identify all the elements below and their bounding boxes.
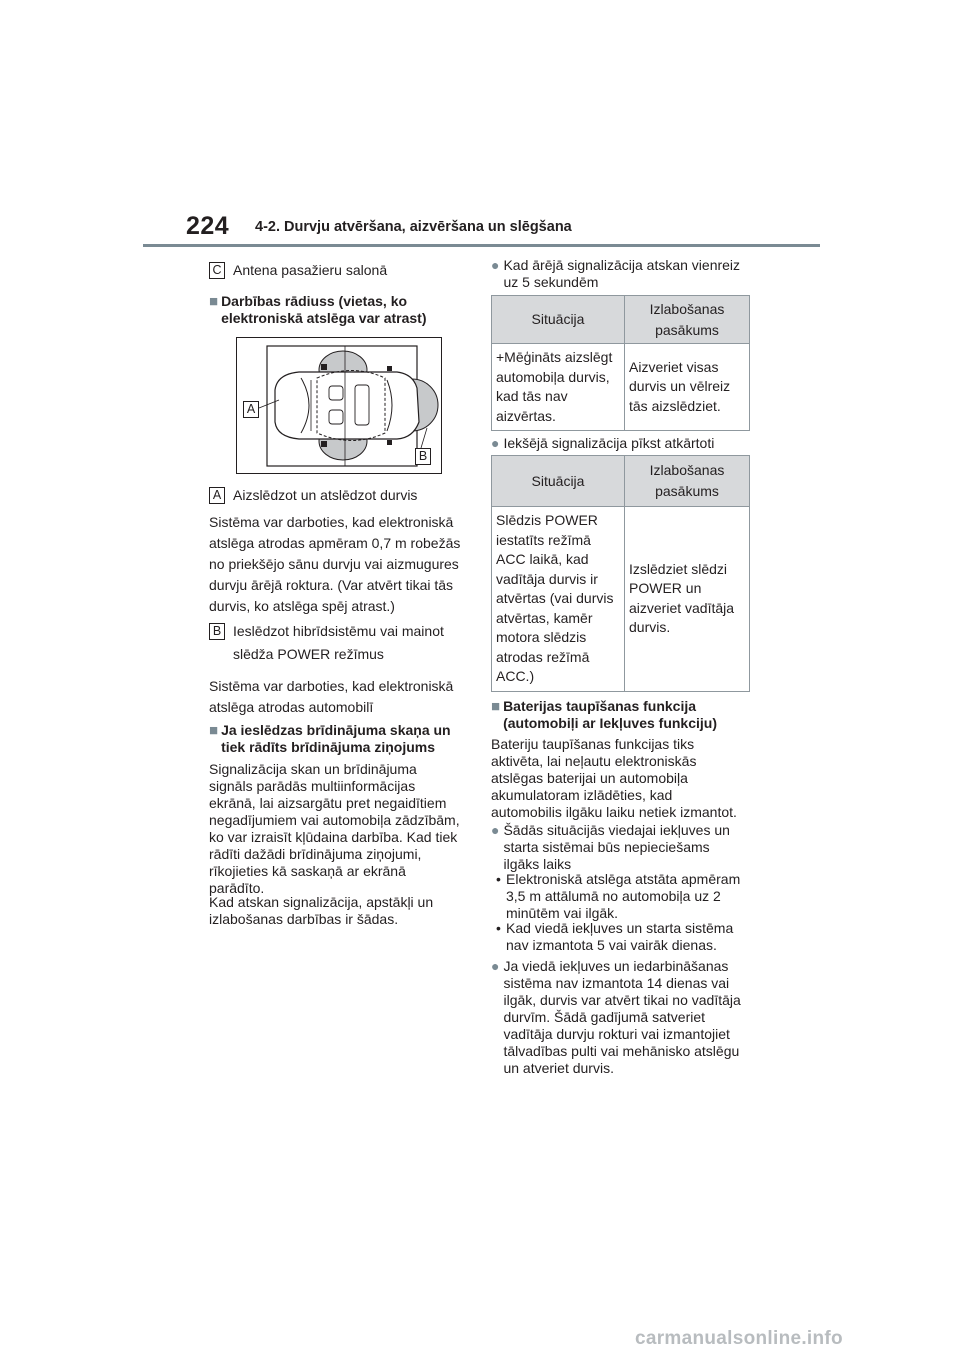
round-bullet-icon: ● — [491, 257, 500, 273]
sub-bullet-unused-days: • Kad viedā iekļuves un starta sistēma nav izmantota 5 vai vairāk dienas. — [491, 920, 753, 954]
table2-situation-cell: Slēdzis POWER iestatīts režīmā ACC laikā, kad vadītāja durvis ir atvērtas (vai durvis atvērtas, kamēr motora slēdzis atrodas režīmā ACC.) — [492, 507, 625, 692]
bullet-battery-situations: ● Šādās situācijās viedajai iekļuves un starta sistēmai būs nepieciešams ilgāks laiks — [491, 822, 730, 872]
round-bullet-icon: ● — [491, 958, 500, 974]
chapter-title: 4-2. Durvju atvēršana, aizvēršana un slēgšana — [255, 219, 572, 235]
label-a-text: Aizslēdzot un atslēdzot durvis — [233, 487, 418, 503]
label-b-text-l1: Ieslēdzot hibrīdsistēmu vai mainot — [233, 623, 444, 639]
table2-header-fix: Izlabošanas pasākums — [625, 456, 750, 507]
bullet-exterior-alarm: ● Kad ārējā signalizācija atskan vienreiz uz 5 sekundēm — [491, 257, 741, 290]
label-b-box: B — [209, 623, 225, 640]
label-c-row — [209, 262, 387, 279]
page-number: 224 — [186, 212, 230, 240]
sub-bullet-icon: • — [496, 871, 501, 887]
square-bullet-icon: ■ — [491, 698, 501, 715]
table-interior-alarm — [491, 455, 750, 692]
sub-bullet-icon: • — [496, 920, 501, 936]
sub-bullet-key-distance: • Elektroniskā atslēga atstāta apmēram 3,5 m attālumā no automobiļa uz 2 minūtēm vai ilgāk. — [491, 871, 753, 922]
label-a-row — [209, 487, 417, 504]
range-heading: ■ Darbības rādiuss (vietas, ko elektroniskā atslēga var atrast) — [209, 293, 427, 326]
table1-situation-cell: +Mēģināts aizslēgt automobiļa durvis, kad tās nav aizvērtas. — [492, 344, 625, 431]
table-exterior-alarm — [491, 295, 750, 431]
battery-heading: ■ Baterijas taupīšanas funkcija (automobiļi ar Iekļuves funkciju) — [491, 698, 717, 731]
label-b-text-l2: slēdža POWER režīmus — [233, 646, 384, 662]
table1-fix-cell: Aizveriet visas durvis un vēlreiz tās aizslēdziet. — [625, 344, 750, 431]
header-divider — [143, 244, 820, 247]
square-bullet-icon: ■ — [209, 293, 219, 310]
table2-fix-cell: Izslēdziet slēdzi POWER un aizveriet vadītāja durvis. — [625, 507, 750, 692]
round-bullet-icon: ● — [491, 435, 500, 451]
table2-header-situation: Situācija — [492, 456, 625, 507]
battery-paragraph: Bateriju taupīšanas funkcijas tiks aktivēta, lai neļautu elektroniskās atslēgas baterijai un automobiļa akumulatoram izlādēties, kad automobilis ilgāku laiku netiek izmantot. — [491, 736, 737, 820]
table1-header-situation: Situācija — [492, 296, 625, 344]
car-top-view-illustration — [237, 338, 441, 473]
warning-paragraph-2: Kad atskan signalizācija, apstākļi un izlabošanas darbības ir šādas. — [209, 894, 434, 927]
table-row — [492, 507, 750, 692]
warning-paragraph: Signalizācija skan un brīdinājuma signāls parādās multiinformācijas ekrānā, lai aizsargātu pret negaidītiem negadījumiem vai automobiļa zādzībām, ko var izraisīt kļūdaina darbība. Kad tiek rādīti dažādi brīdinājuma ziņojumi, rīkojieties kā saskaņā ar ekrānā parādīto. — [209, 761, 460, 896]
label-a-box: A — [209, 487, 225, 504]
table1-header-fix: Izlabošanas pasākums — [625, 296, 750, 344]
label-b-block — [209, 623, 469, 663]
b-paragraph: Sistēma var darboties, kad elektroniskā atslēga atrodas automobilī — [209, 678, 454, 715]
bullet-interior-alarm: ● Iekšējā signalizācija pīkst atkārtoti — [491, 435, 715, 451]
range-diagram — [236, 337, 442, 474]
watermark: carmanualsonline.info — [635, 1328, 843, 1349]
figure-label-a: A — [243, 401, 259, 418]
label-c-text: Antena pasažieru salonā — [233, 262, 388, 278]
figure-label-b: B — [415, 448, 431, 465]
bullet-14-days: ● Ja viedā iekļuves un iedarbināšanas sistēma nav izmantota 14 dienas vai ilgāk, durvis var atvērt tikai no vadītāja durvīm. Šādā gadījumā satveriet vadītāja durvju rokturi vai izmantojiet tālvadības pulti vai mehānisko atslēgu un atveriet durvis. — [491, 958, 741, 1076]
round-bullet-icon: ● — [491, 822, 500, 838]
warning-heading: ■ Ja ieslēdzas brīdinājuma skaņa un tiek rādīts brīdinājuma ziņojums — [209, 722, 451, 755]
label-c-box: C — [209, 262, 225, 279]
square-bullet-icon: ■ — [209, 722, 219, 739]
a-paragraph: Sistēma var darboties, kad elektroniskā atslēga atrodas apmēram 0,7 m robežās no priekšējo sānu durvju vai aizmugures durvju ārējā roktura. (Var atvērt tikai tās durvis, ko atslēga spēj atrast.) — [209, 514, 461, 614]
table-row — [492, 344, 750, 431]
